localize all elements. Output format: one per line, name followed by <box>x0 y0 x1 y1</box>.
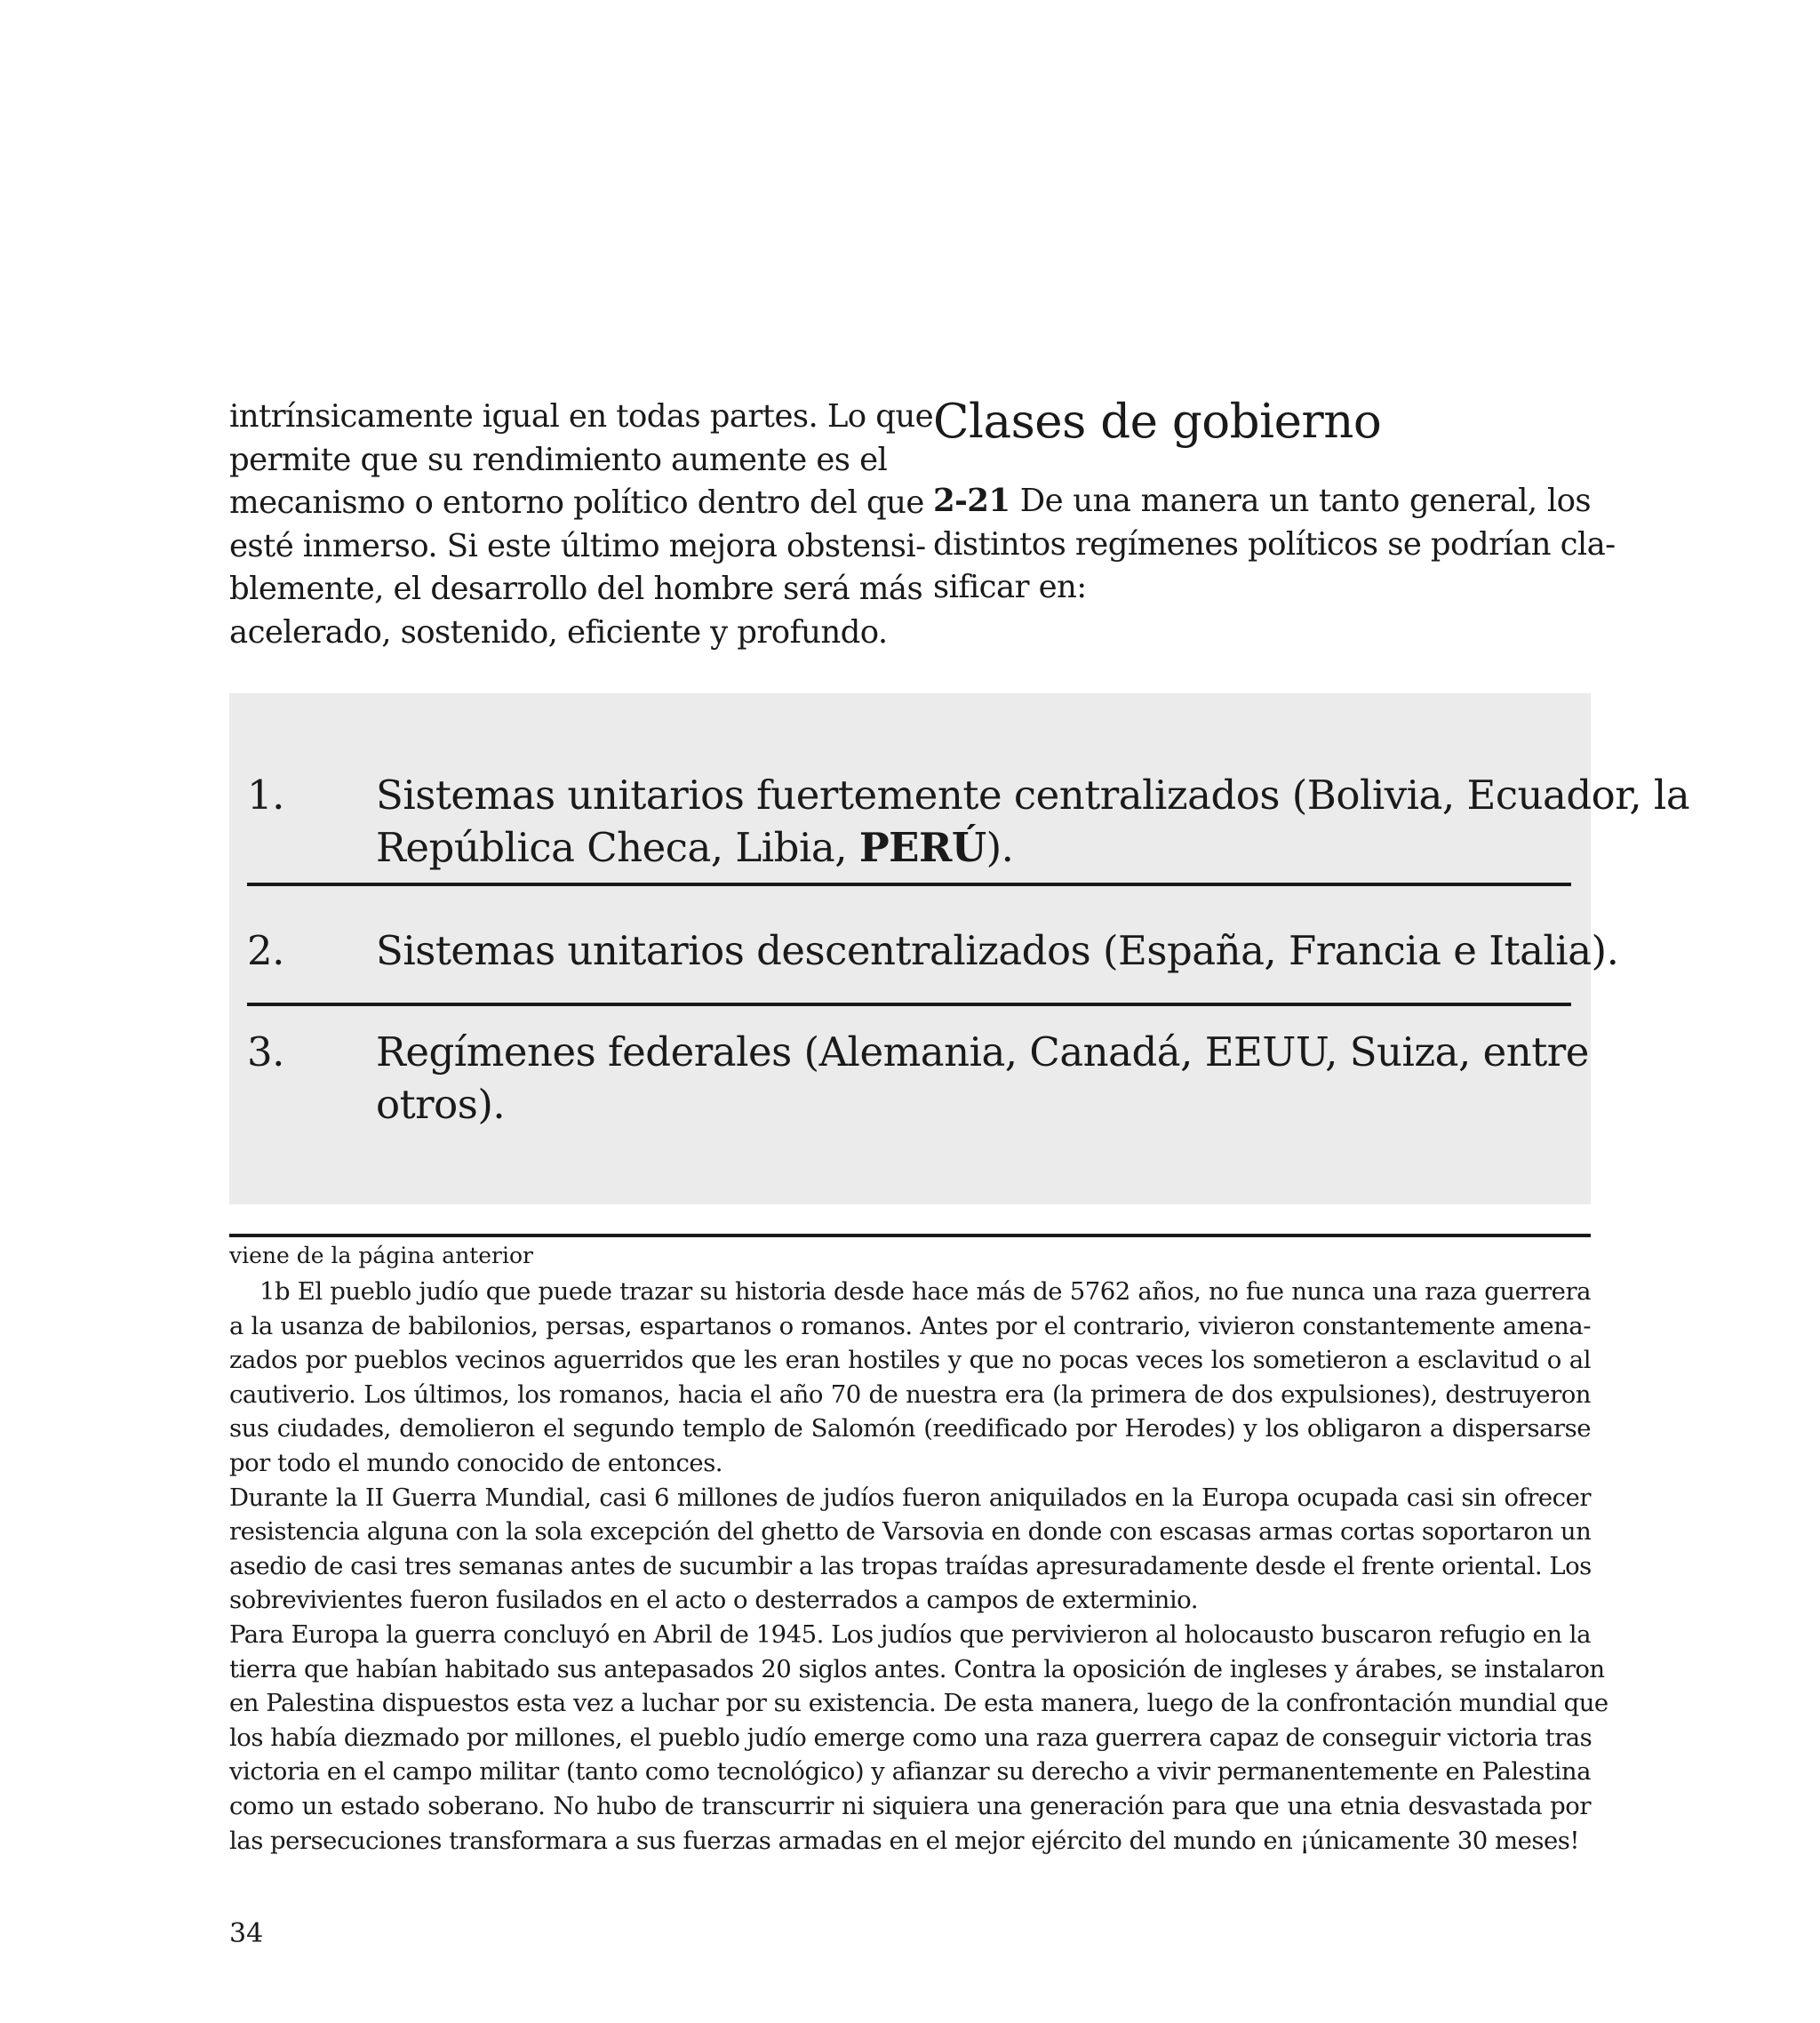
footnote-line: en Palestina dispuestos esta vez a luchar por su existencia. De esta manera, luego de la confrontación mundial que <box>229 1689 1608 1718</box>
footnote-line: Para Europa la guerra concluyó en Abril de 1945. Los judíos que pervivieron al holocausto buscaron refugio en la <box>229 1619 1591 1649</box>
list-item-line: otros). <box>376 1081 506 1128</box>
list-item-line-segment: República Checa, Libia, <box>376 824 859 871</box>
text-line: permite que su rendimiento aumente es el <box>229 441 888 478</box>
footnote-line: los había diezmado por millones, el pueblo judío emerge como una raza guerrera capaz de conseguir victoria tras <box>229 1723 1592 1752</box>
footnote-line: zados por pueblos vecinos aguerridos que les eran hostiles y que no pocas veces los sometieron a esclavitud o al <box>229 1346 1591 1375</box>
list-divider <box>247 883 1571 886</box>
list-item-text <box>376 1026 1589 1131</box>
footnote-line: sus ciudades, demolieron el segundo templo de Salomón (reedificado por Herodes) y los obligaron a dispersarse <box>229 1414 1591 1443</box>
government-types-box <box>229 693 1690 1204</box>
list-item-line <box>376 821 1689 874</box>
footnote-line: victoria en el campo militar (tanto como tecnológico) y afianzar su derecho a vivir permanentemente en Palestina <box>229 1757 1591 1787</box>
footnote-line: resistencia alguna con la sola excepción del ghetto de Varsovia en donde con escasas armas cortas soportaron un <box>229 1517 1592 1547</box>
highlighted-country: PERÚ <box>858 824 986 871</box>
list-item-number: 1. <box>247 772 284 819</box>
text-line: esté inmerso. Si este último mejora obstensi- <box>229 527 926 564</box>
footnote-line: por todo el mundo conocido de entonces. <box>229 1448 723 1477</box>
text-line: mecanismo o entorno político dentro del que <box>229 484 924 521</box>
footnote-line: tierra que habían habitado sus antepasados 20 siglos antes. Contra la oposición de ingleses y árabes, se instalaron <box>229 1654 1605 1683</box>
list-item-number: 2. <box>247 927 284 974</box>
footnote-rule <box>229 1234 1591 1237</box>
list-item-line: Sistemas unitarios descentralizados (España, Francia e Italia). <box>376 927 1619 974</box>
text-line <box>933 480 1591 524</box>
page-number: 34 <box>229 1918 264 1949</box>
text-line-content: De una manera un tanto general, los <box>1019 483 1592 519</box>
footnote-line: como un estado soberano. No hubo de transcurrir ni siquiera una generación para que una etnia desvastada por <box>229 1791 1591 1820</box>
footnote-line: asedio de casi tres semanas antes de sucumbir a las tropas traídas apresuradamente desde el frente oriental. Los <box>229 1551 1592 1580</box>
list-item-text <box>376 924 1618 977</box>
text-line: acelerado, sostenido, eficiente y profundo. <box>229 613 888 651</box>
section-paragraph <box>933 480 1616 610</box>
footnote-line: Durante la II Guerra Mundial, casi 6 millones de judíos fueron aniquilados en la Europa ocupada casi sin ofrecer <box>229 1483 1591 1512</box>
footnote-line: cautiverio. Los últimos, los romanos, hacia el año 70 de nuestra era (la primera de dos expulsiones), destruyeron <box>229 1379 1591 1409</box>
text-line: intrínsicamente igual en todas partes. Lo que <box>229 398 934 435</box>
footnote-line: sobrevivientes fueron fusilados en el acto o desterrados a campos de exterminio. <box>229 1586 1198 1615</box>
text-line: blemente, el desarrollo del hombre será más <box>229 571 923 607</box>
text-line: distintos regímenes políticos se podrían cla- <box>933 525 1616 563</box>
footnote-continuation-label: viene de la página anterior <box>229 1243 534 1268</box>
left-column-paragraph <box>229 396 934 654</box>
list-divider <box>247 1003 1571 1006</box>
list-item-number: 3. <box>247 1028 284 1075</box>
footnote <box>229 1275 1608 1858</box>
footnote-line: a la usanza de babilonios, persas, espartanos o romanos. Antes por el contrario, vivieron constantemente amena- <box>229 1311 1591 1340</box>
text-line: sificar en: <box>933 569 1087 605</box>
footnote-line: 1b El pueblo judío que puede trazar su historia desde hace más de 5762 años, no fue nunca una raza guerrera <box>259 1277 1591 1306</box>
list-item-line-segment: ). <box>986 824 1014 871</box>
footnote-line: las persecuciones transformara a sus fuerzas armadas en el mejor ejército del mundo en ¡únicamente 30 meses! <box>229 1826 1579 1855</box>
list-item-text <box>376 769 1689 874</box>
section-title: Clases de gobierno <box>933 395 1382 449</box>
list-item-line: Regímenes federales (Alemania, Canadá, EEUU, Suiza, entre <box>376 1028 1589 1075</box>
paragraph-number: 2-21 <box>933 483 1010 519</box>
list-item-line: Sistemas unitarios fuertemente centralizados (Bolivia, Ecuador, la <box>376 772 1690 819</box>
